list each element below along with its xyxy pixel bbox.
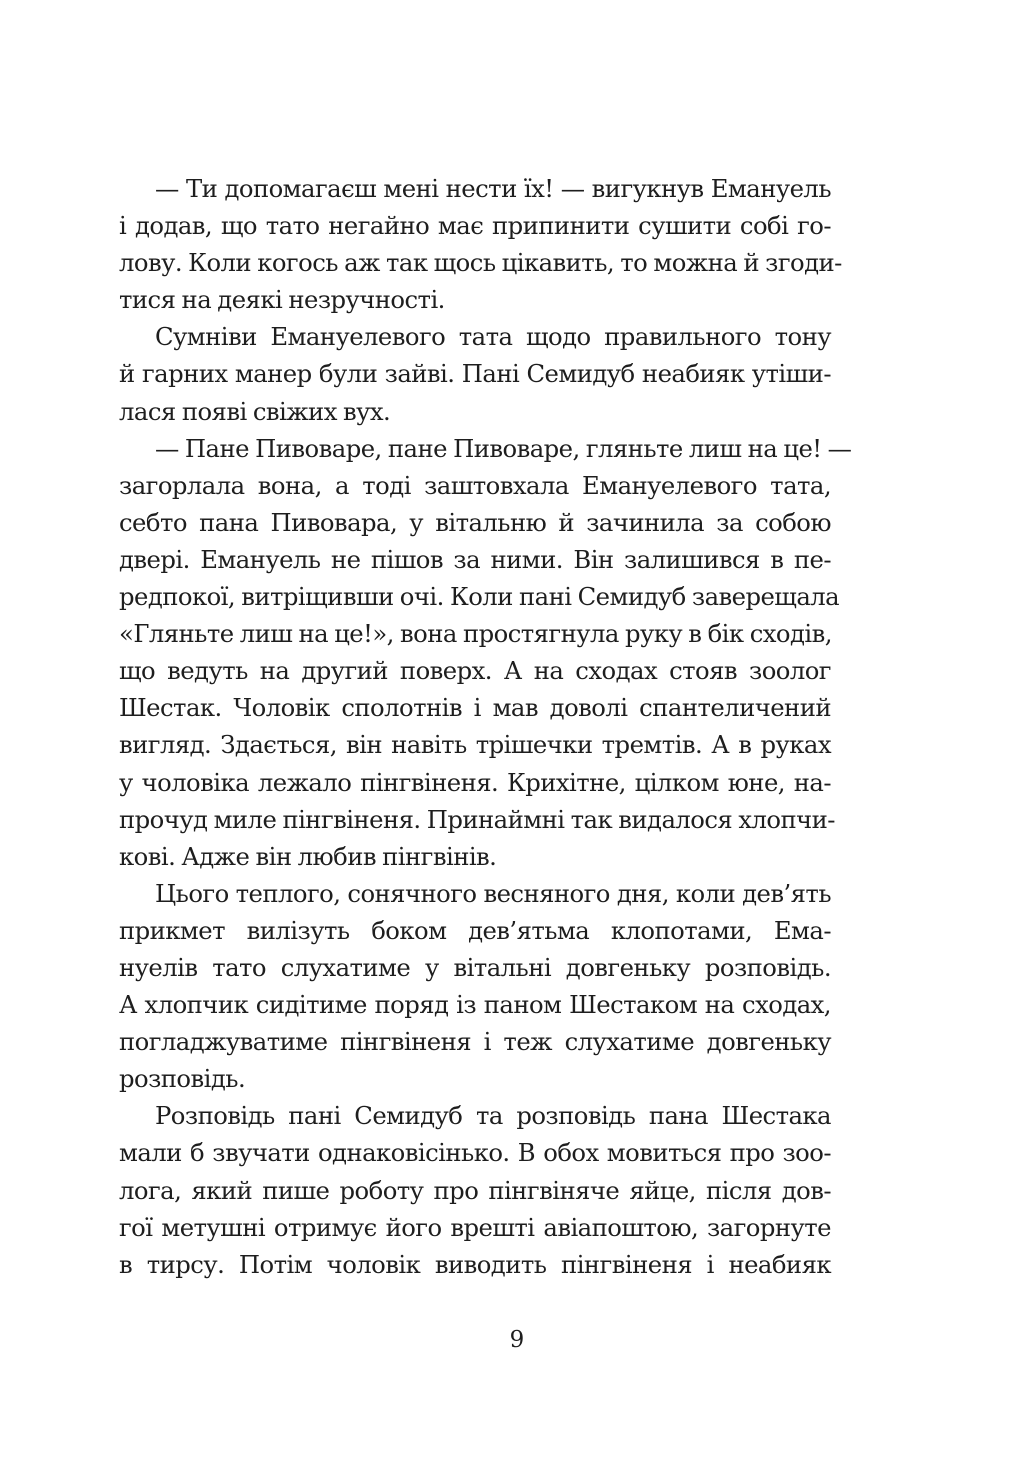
body-text — [119, 170, 852, 1283]
text-line: розповідь. — [119, 1064, 246, 1094]
text-line: кові. Адже він любив пінгвінів. — [119, 841, 497, 871]
text-line: прочуд миле пінгвіненя. Принаймні так видалося хлопчи- — [119, 804, 835, 834]
text-line: редпокої, витріщивши очі. Коли пані Семидуб заверещала — [119, 582, 840, 612]
text-line: загорлала вона, а тоді заштовхала Емануелевого тата, — [119, 470, 831, 500]
paragraph — [119, 170, 842, 318]
text-line: «Гляньте лиш на це!», вона простягнула руку в бік сходів, — [119, 619, 832, 649]
text-line: мали б звучати однаковісінько. В обох мовиться про зоо- — [119, 1138, 831, 1168]
text-line: вигляд. Здається, він навіть трішечки тремтів. А в руках — [119, 730, 831, 760]
text-line: А хлопчик сидітиме поряд із паном Шестаком на сходах, — [119, 990, 831, 1020]
paragraph — [119, 318, 831, 429]
text-line: у чоловіка лежало пінгвіненя. Крихітне, цілком юне, на- — [119, 767, 831, 797]
text-line: в тирсу. Потім чоловік виводить пінгвіненя і неабияк — [119, 1249, 831, 1279]
text-line: що ведуть на другий поверх. А на сходах стояв зоолог — [119, 656, 831, 686]
text-line: погладжуватиме пінгвіненя і теж слухатиме довгеньку — [119, 1027, 831, 1057]
text-line: нуелів тато слухатиме у вітальні довгеньку розповідь. — [119, 952, 831, 982]
text-line: Шестак. Чоловік сполотнів і мав доволі спантеличений — [119, 693, 831, 723]
page-number: 9 — [509, 1327, 525, 1353]
text-line: гої метушні отримує його врешті авіапоштою, загорнуте — [119, 1212, 831, 1242]
text-line: — Ти допомагаєш мені нести їх! — вигукнув Емануель — [155, 174, 831, 203]
text-line: лася появі свіжих вух. — [119, 396, 391, 426]
text-line: прикмет вилізуть боком дев’ятьма клопотами, Ема- — [119, 915, 831, 945]
text-line: лову. Коли когось аж так щось цікавить, то можна й згоди- — [119, 248, 842, 278]
text-line: і додав, що тато негайно має припинити сушити собі го- — [119, 211, 831, 241]
text-line: Цього теплого, сонячного весняного дня, коли дев’ять — [155, 878, 831, 908]
text-line: тися на деякі незручності. — [119, 285, 445, 315]
text-line: двері. Емануель не пішов за ними. Він залишився в пе- — [119, 544, 831, 574]
text-line: Сумніви Емануелевого тата щодо правильного тону — [155, 322, 831, 352]
text-line: лога, який пише роботу про пінгвіняче яйце, після дов- — [119, 1175, 831, 1205]
text-line: — Пане Пивоваре, пане Пивоваре, гляньте лиш на це! — — [155, 433, 852, 463]
paragraph — [119, 1097, 831, 1282]
text-line: Розповідь пані Семидуб та розповідь пана Шестака — [155, 1101, 831, 1131]
text-line: себто пана Пивовара, у вітальню й зачинила за собою — [119, 507, 831, 537]
text-line: й гарних манер були зайві. Пані Семидуб неабияк утіши- — [119, 359, 831, 389]
paragraph — [119, 430, 852, 875]
paragraph — [119, 875, 831, 1098]
